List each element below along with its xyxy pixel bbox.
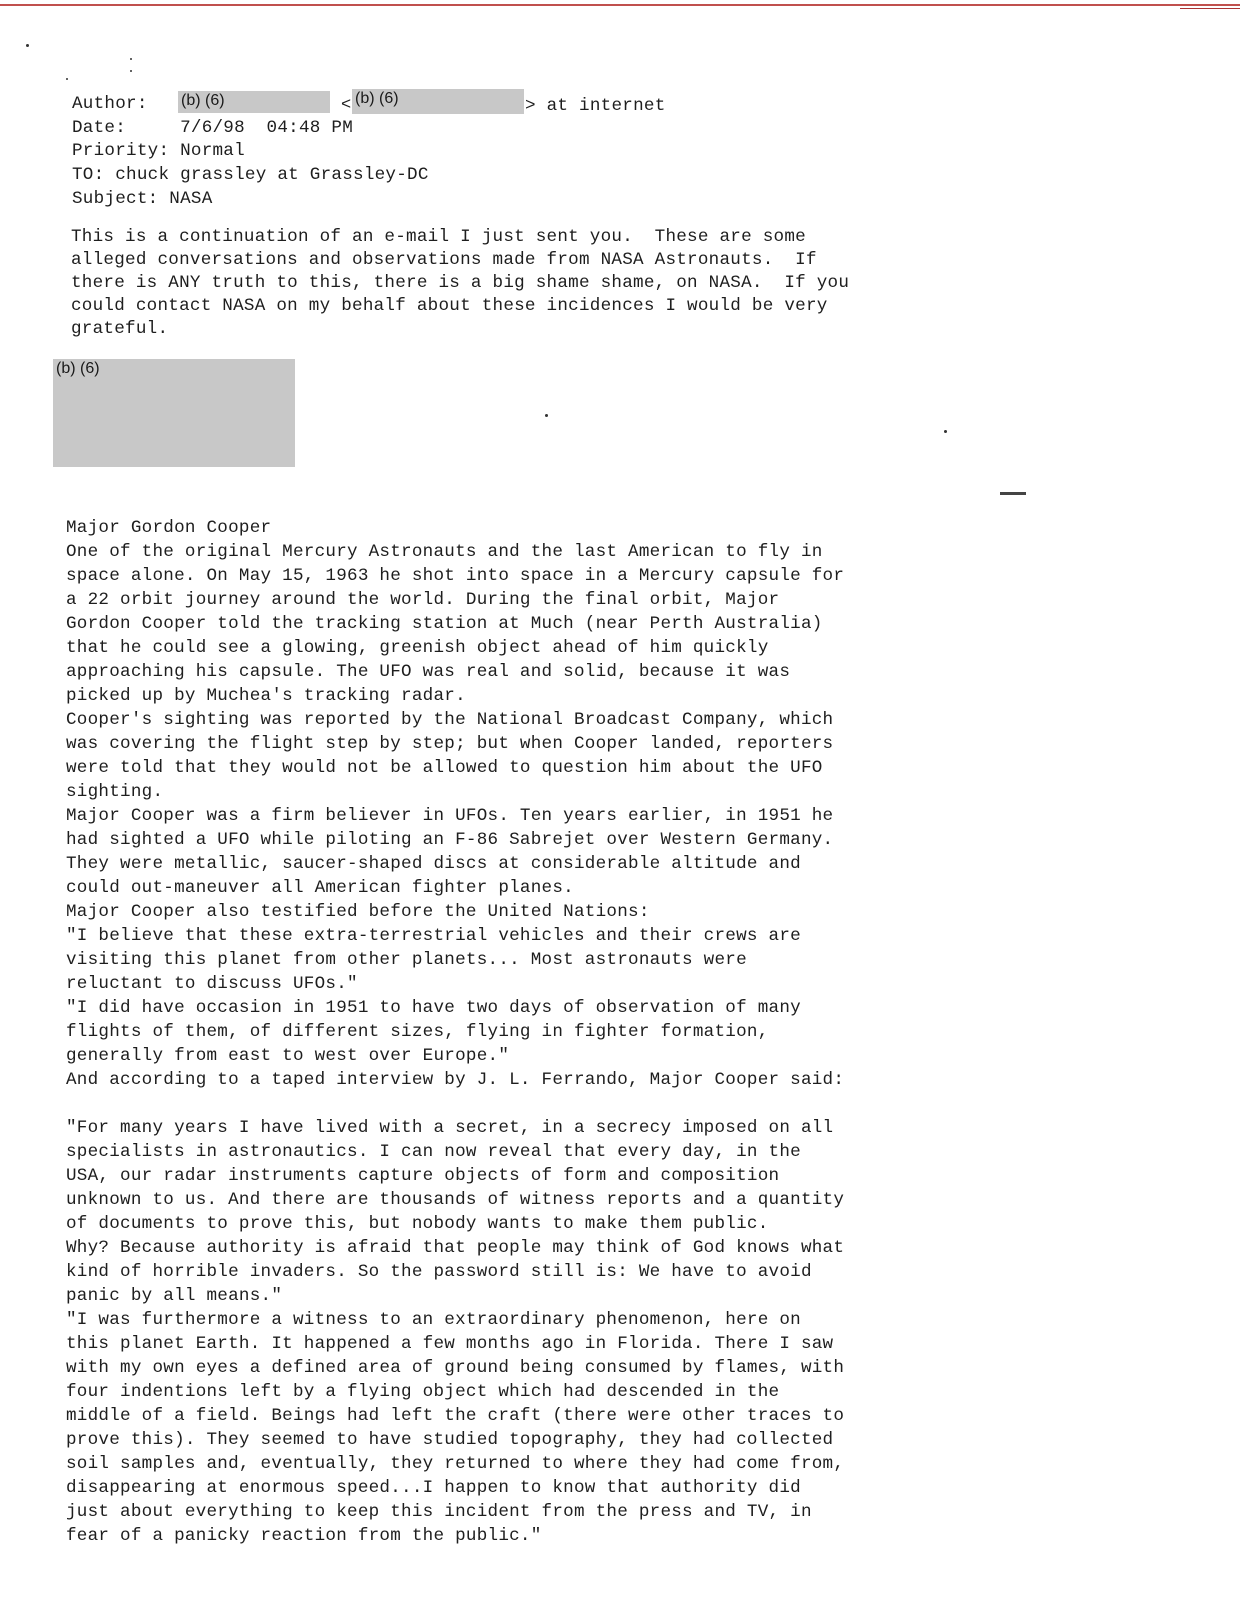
scan-speck xyxy=(130,70,132,72)
body-line: "I did have occasion in 1951 to have two days of observation of many xyxy=(66,998,801,1018)
body-line: Major Gordon Cooper xyxy=(66,518,272,538)
author-label: Author: xyxy=(72,94,148,114)
body-line: space alone. On May 15, 1963 he shot into space in a Mercury capsule for xyxy=(66,566,845,586)
intro-line: there is ANY truth to this, there is a big shame shame, on NASA. If you xyxy=(71,273,850,293)
body-line: were told that they would not be allowed to question him about the UFO xyxy=(66,758,823,778)
body-line: Major Cooper was a firm believer in UFOs. Ten years earlier, in 1951 he xyxy=(66,806,834,826)
body-line: One of the original Mercury Astronauts and the last American to fly in xyxy=(66,542,823,562)
body-line: visiting this planet from other planets... Most astronauts were xyxy=(66,950,747,970)
author-email-open-bracket: < xyxy=(341,96,352,115)
author-email-redaction: (b) (6) xyxy=(352,89,524,114)
body-line: soil samples and, eventually, they returned to where they had come from, xyxy=(66,1454,845,1474)
body-line: "I was furthermore a witness to an extraordinary phenomenon, here on xyxy=(66,1310,801,1330)
intro-line: This is a continuation of an e-mail I just sent you. These are some xyxy=(71,227,806,247)
to-line: TO: chuck grassley at Grassley-DC xyxy=(72,165,429,185)
body-line: specialists in astronautics. I can now reveal that every day, in the xyxy=(66,1142,801,1162)
body-line: Major Cooper also testified before the United Nations: xyxy=(66,902,650,922)
scan-speck xyxy=(130,58,132,60)
body-line: just about everything to keep this incident from the press and TV, in xyxy=(66,1502,812,1522)
body-line: fear of a panicky reaction from the public." xyxy=(66,1526,542,1546)
author-name-redaction: (b) (6) xyxy=(178,91,330,113)
body-line: of documents to prove this, but nobody wants to make them public. xyxy=(66,1214,769,1234)
body-line: They were metallic, saucer-shaped discs at considerable altitude and xyxy=(66,854,801,874)
body-line: Cooper's sighting was reported by the National Broadcast Company, which xyxy=(66,710,834,730)
body-line: USA, our radar instruments capture objects of form and composition xyxy=(66,1166,780,1186)
body-line: with my own eyes a defined area of ground being consumed by flames, with xyxy=(66,1358,845,1378)
body-line: this planet Earth. It happened a few months ago in Florida. There I saw xyxy=(66,1334,834,1354)
subject-line: Subject: NASA xyxy=(72,189,213,209)
body-line: prove this). They seemed to have studied topography, they had collected xyxy=(66,1430,834,1450)
top-border-rule xyxy=(0,4,1240,6)
body-line: reluctant to discuss UFOs." xyxy=(66,974,358,994)
body-line: approaching his capsule. The UFO was real and solid, because it was xyxy=(66,662,791,682)
body-line: middle of a field. Beings had left the craft (there were other traces to xyxy=(66,1406,845,1426)
scan-speck xyxy=(26,44,29,47)
body-line: panic by all means." xyxy=(66,1286,283,1306)
body-line: kind of horrible invaders. So the password still is: We have to avoid xyxy=(66,1262,812,1282)
body-line: disappearing at enormous speed...I happen to know that authority did xyxy=(66,1478,801,1498)
body-line: "I believe that these extra-terrestrial vehicles and their crews are xyxy=(66,926,801,946)
body-line: flights of them, of different sizes, flying in fighter formation, xyxy=(66,1022,769,1042)
intro-line: alleged conversations and observations made from NASA Astronauts. If xyxy=(71,250,817,270)
body-line: Gordon Cooper told the tracking station at Much (near Perth Australia) xyxy=(66,614,823,634)
intro-line: grateful. xyxy=(71,319,169,339)
body-line: generally from east to west over Europe." xyxy=(66,1046,510,1066)
body-line: a 22 orbit journey around the world. During the final orbit, Major xyxy=(66,590,780,610)
date-line: Date: 7/6/98 04:48 PM xyxy=(72,118,354,138)
signature-redaction: (b) (6) xyxy=(53,359,295,467)
intro-line: could contact NASA on my behalf about these incidences I would be very xyxy=(71,296,828,316)
body-line: had sighted a UFO while piloting an F-86 Sabrejet over Western Germany. xyxy=(66,830,834,850)
body-line: was covering the flight step by step; but when Cooper landed, reporters xyxy=(66,734,834,754)
scan-smudge xyxy=(1000,492,1026,495)
scan-speck xyxy=(66,78,68,80)
priority-line: Priority: Normal xyxy=(72,141,245,161)
scan-speck xyxy=(944,430,947,433)
body-line: picked up by Muchea's tracking radar. xyxy=(66,686,466,706)
body-line: unknown to us. And there are thousands of witness reports and a quantity xyxy=(66,1190,845,1210)
author-email-suffix: > at internet xyxy=(525,96,666,116)
scan-speck xyxy=(545,414,548,417)
body-line: And according to a taped interview by J. L. Ferrando, Major Cooper said: xyxy=(66,1070,845,1090)
top-border-rule-mark xyxy=(1180,8,1240,9)
body-line: that he could see a glowing, greenish object ahead of him quickly xyxy=(66,638,769,658)
body-line: sighting. xyxy=(66,782,164,802)
body-line: Why? Because authority is afraid that people may think of God knows what xyxy=(66,1238,845,1258)
body-line: could out-maneuver all American fighter planes. xyxy=(66,878,574,898)
body-line: "For many years I have lived with a secret, in a secrecy imposed on all xyxy=(66,1118,834,1138)
body-line: four indentions left by a flying object which had descended in the xyxy=(66,1382,780,1402)
